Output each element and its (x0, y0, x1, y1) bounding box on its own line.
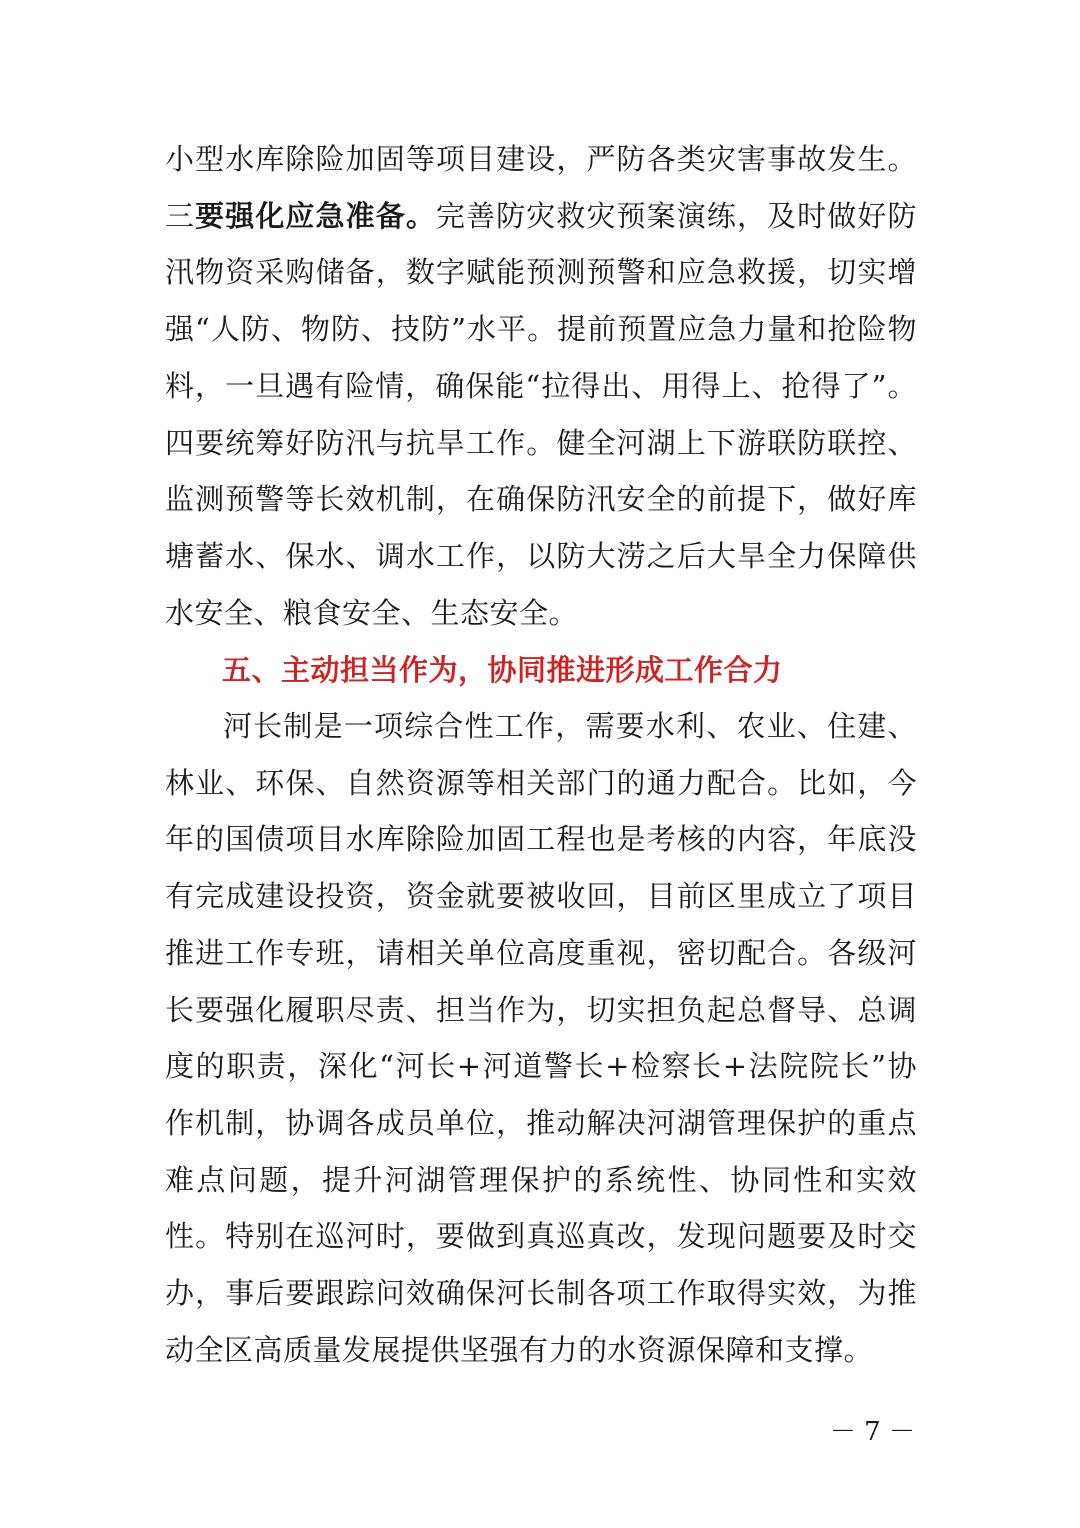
section-heading: 五、主动担当作为，协同推进形成工作合力 (222, 653, 783, 687)
paragraph-1-bold-heading: 要强化应急准备。 (195, 198, 436, 233)
body-paragraph-2: 河长制是一项综合性工作，需要水利、农业、住建、林业、环保、自然资源等相关部门的通力配合。比如，今年的国债项目水库除险加固工程也是考核的内容，年底没有完成建设投资，资金就要被收回，目前区里成立了项目推进工作专班，请相关单位高度重视，密切配合。各级河长要强化履职尽责、担当作为，切实担负起总督导、总调度的职责，深化“河长+河道警长+检察长+法院院长”协作机制，协调各成员单位，推动解决河湖管理保护的重点难点问题，提升河湖管理保护的系统性、协同性和实效性。特别在巡河时，要做到真巡真改，发现问题要及时交办，事后要跟踪问效确保河长制各项工作取得实效，为推动全区高质量发展提供坚强有力的水资源保障和支撑。 (165, 709, 917, 1367)
paragraph-1-lead: 小型水库除险加固等项目建设，严防各类灾害事故发生。三 (165, 142, 917, 233)
paragraph-1-text: 完善防灾救灾预案演练，及时做好防汛物资采购储备，数字赋能预测预警和应急救援，切实增强“人防、物防、技防”水平。提前预置应急力量和抢险物料，一旦遇有险情，确保能“拉得出、用得上、抢得了”。四要统筹好防汛与抗旱工作。健全河湖上下游联防联控、监测预警等长效机制，在确保防汛安全的前提下，做好库塘蓄水、保水、调水工作，以防大涝之后大旱全力保障供水安全、粮食安全、生态安全。 (165, 198, 917, 630)
body-paragraph-1 (165, 131, 917, 641)
page-number: － 7 － (829, 1417, 915, 1447)
